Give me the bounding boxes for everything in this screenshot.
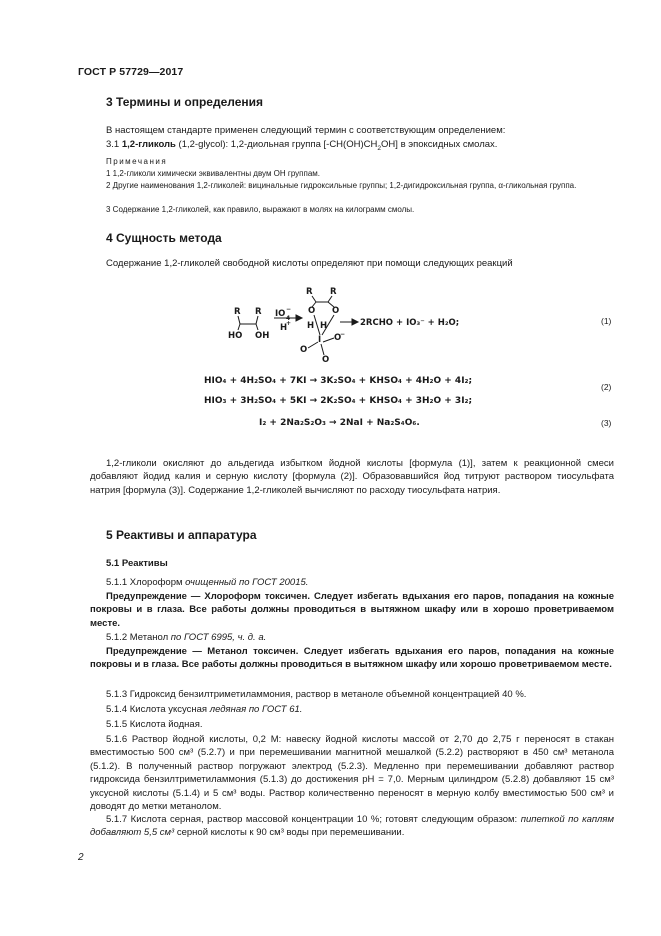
item-5-1-6: 5.1.6 Раствор йодной кислоты, 0,2 М: навеску йодной кислоты массой от 2,70 до 2,75 г переносят в стакан вместимостью 500 см³ (5.2.7) и при перемешивании магнитной мешалкой (5.2.2) растворяют в 450 см³ метанола (5.1.2). В полученный раствор погружают электрод (5.2.3). Медленно при перемешивании добавляют раствор гидроксида бензилтриметиламмония (5.1.3) до достижения pH = 7,0. Мерным цилиндром (5.2.8) добавляют 15 см³ уксусной кислоты (5.1.4) и 5 см³ воды. Раствор количественно переносят в мерную колбу вместимостью 500 см³ и доводят до метки метанолом. (90, 734, 614, 813)
section-3-intro: В настоящем стандарте применен следующий термин с соответствующим определением: (106, 125, 506, 136)
reaction-scheme-1 (222, 280, 462, 370)
equation-3: I₂ + 2Na₂S₂O₃ → 2NaI + Na₂S₄O₆. (259, 418, 420, 428)
term-name: 1,2-гликоль (121, 139, 176, 150)
svg-text:R: R (234, 307, 241, 317)
warning-methanol: Предупреждение — Метанол токсичен. Следует избегать вдыхания его паров, попадания на кожные покровы и в глаза. Все работы должны проводиться в вытяжном шкафу или хорошо проветриваемом месте. (90, 646, 614, 671)
equation-1-number: (1) (601, 316, 612, 326)
item-5-1-3: 5.1.3 Гидроксид бензилтриметиламмония, раствор в метаноле объемной концентрацией 40 %. (106, 689, 527, 700)
svg-text:IO: IO (275, 309, 286, 319)
section-4-paragraph: 1,2-гликоли окисляют до альдегида избытком йодной кислоты [формула (1)], затем к реакционной смеси добавляют йодид калия и серную кислоту [формула (2)]. Образовавшийся йод титруют раствором тиосульфата натрия [формула (3)]. Содержание 1,2-гликолей вычисляют по расходу тиосульфата натрия. (90, 458, 614, 496)
svg-text:H: H (320, 321, 328, 331)
note-2: 2 Другие наименования 1,2-гликолей: вицинальные гидроксильные группы; 1,2-дигидроксильная группа, α-гликольная группа. (106, 181, 577, 190)
term-number: 3.1 (106, 139, 122, 150)
svg-text:−: − (340, 331, 346, 338)
subsection-5-1-title: 5.1 Реактивы (106, 558, 168, 569)
svg-text:−: − (286, 306, 292, 313)
svg-text:R: R (255, 307, 262, 317)
svg-text:HO: HO (228, 331, 243, 341)
reaction-1-products: 2RCHO + IO₃⁻ + H₂O; (360, 318, 460, 328)
section-5-title: 5 Реактивы и аппаратура (106, 528, 257, 542)
svg-text:R: R (330, 287, 337, 297)
notes-title: Примечания (106, 157, 168, 166)
document-header: ГОСТ Р 57729—2017 (78, 66, 184, 78)
equation-3-number: (3) (601, 418, 612, 428)
item-5-1-7: 5.1.7 Кислота серная, раствор массовой концентрации 10 %; готовят следующим образом: пипеткой по каплям добавляют 5,5 см³ серной кислоты к 90 см³ воды при перемешивании. (90, 814, 614, 839)
item-5-1-1: 5.1.1 Хлороформ очищенный по ГОСТ 20015. (106, 577, 309, 588)
equation-2-number: (2) (601, 382, 612, 392)
svg-text:4: 4 (286, 315, 291, 322)
section-3-title: 3 Термины и определения (106, 95, 264, 109)
svg-text:O: O (300, 345, 308, 355)
equation-2-line-1: HIO₄ + 4H₂SO₄ + 7KI → 3K₂SO₄ + KHSO₄ + 4H₂O + 4I₂; (204, 376, 473, 386)
equation-2-line-2: HIO₃ + 3H₂SO₄ + 5KI → 2K₂SO₄ + KHSO₄ + 3H₂O + 3I₂; (204, 396, 473, 406)
term-definition: 3.1 1,2-гликоль (1,2-glycol): 1,2-диольная группа $[-CH(OH)CH_2OH]$ в эпоксидных смолах. (106, 139, 498, 152)
svg-text:H: H (307, 321, 315, 331)
warning-chloroform: Предупреждение — Хлороформ токсичен. Следует избегать вдыхания его паров, попадания на кожные покровы и в глаза. Все работы должны проводиться в вытяжном шкафу или в хорошо проветриваемом месте. (90, 591, 614, 629)
note-1: 1 1,2-гликоли химически эквивалентны двум ОН группам. (106, 169, 321, 178)
svg-text:O: O (334, 333, 342, 343)
svg-text:+: + (286, 320, 292, 327)
item-5-1-5: 5.1.5 Кислота йодная. (106, 719, 203, 730)
page-number: 2 (78, 852, 84, 863)
svg-text:I: I (318, 335, 322, 345)
section-4-title: 4 Сущность метода (106, 231, 222, 245)
section-4-intro: Содержание 1,2-гликолей свободной кислоты определяют при помощи следующих реакций (106, 258, 513, 269)
note-3: 3 Содержание 1,2-гликолей, как правило, выражают в молях на килограмм смолы. (106, 205, 415, 214)
item-5-1-2: 5.1.2 Метанол по ГОСТ 6995, ч. д. а. (106, 632, 267, 643)
item-5-1-4: 5.1.4 Кислота уксусная ледяная по ГОСТ 61. (106, 704, 303, 715)
svg-text:O: O (332, 306, 340, 316)
term-definition-text: (1,2-glycol): 1,2-диольная группа [-CH(OH)CH (175, 139, 378, 150)
svg-text:O: O (322, 355, 330, 365)
svg-text:H: H (280, 323, 288, 333)
svg-text:OH: OH (255, 331, 270, 341)
svg-text:O: O (308, 306, 316, 316)
svg-text:R: R (306, 287, 313, 297)
